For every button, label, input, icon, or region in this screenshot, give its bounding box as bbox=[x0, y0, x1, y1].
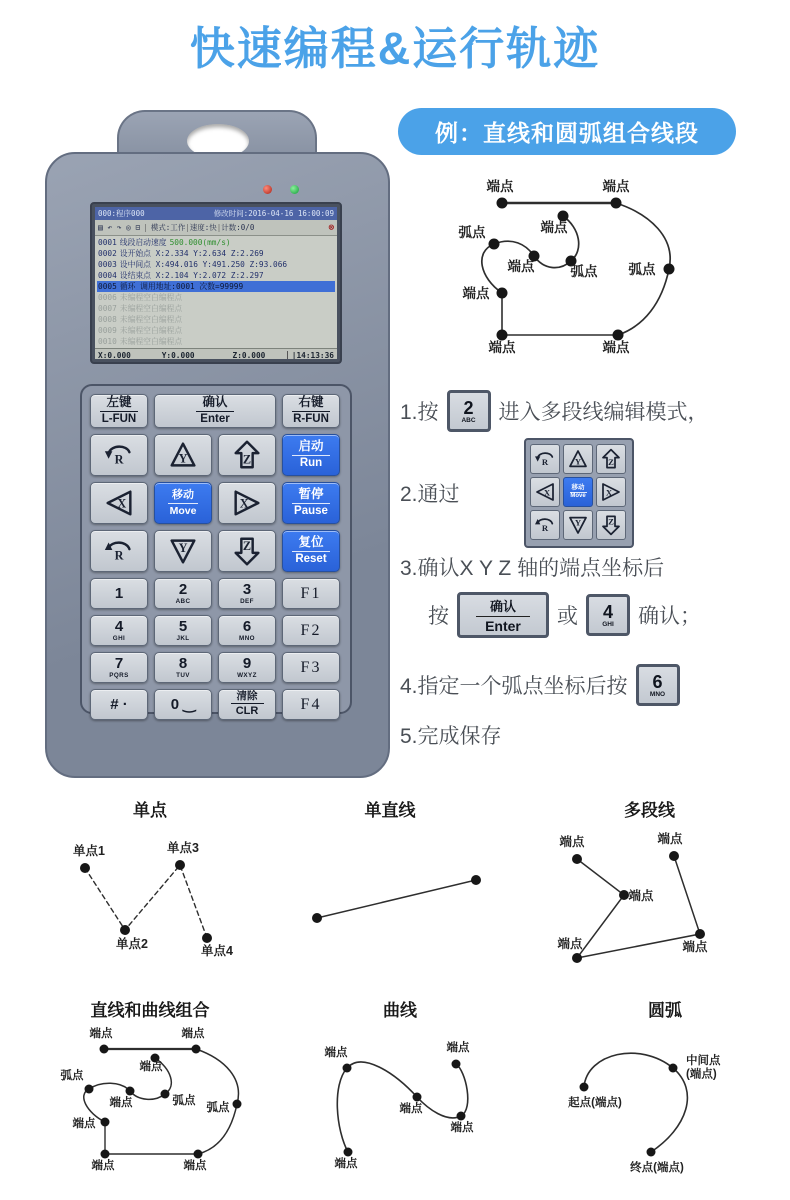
program-line bbox=[97, 325, 335, 336]
single-line-diagram bbox=[280, 823, 500, 978]
point-label: 端点 bbox=[91, 1160, 115, 1172]
point-dot bbox=[101, 1118, 110, 1127]
point-dot bbox=[647, 1148, 656, 1157]
point-label: 单点1 bbox=[73, 844, 105, 858]
key-digit: 6 bbox=[242, 618, 252, 635]
step-3-line1 bbox=[400, 552, 664, 582]
line-text: 循环 调用地址:0001 次数=99999 bbox=[119, 282, 244, 291]
point-dot bbox=[80, 863, 90, 873]
point-label: 端点 bbox=[334, 1158, 358, 1170]
tri-right-icon bbox=[599, 480, 623, 504]
gallery-polyline bbox=[527, 796, 772, 978]
key-6[interactable] bbox=[218, 615, 276, 646]
key-f3[interactable]: F3 bbox=[282, 652, 340, 683]
program-line bbox=[97, 336, 335, 347]
point-dot bbox=[126, 1087, 135, 1096]
point-dot bbox=[572, 854, 582, 864]
key-digit: 1 bbox=[114, 585, 124, 602]
program-name: 000:程序000 bbox=[98, 209, 145, 218]
point-label: 中间点(端点) bbox=[686, 1055, 721, 1081]
mini-y-plus-key bbox=[563, 444, 593, 474]
svg-text:X: X bbox=[239, 496, 249, 511]
point-label: 端点 bbox=[682, 940, 708, 954]
key-letters: DEF bbox=[240, 598, 254, 605]
step-3-press: 按 bbox=[428, 605, 449, 628]
hash-key[interactable] bbox=[90, 689, 148, 720]
key-digit: 5 bbox=[178, 618, 188, 635]
point-dot bbox=[669, 851, 679, 861]
gallery-title: 直线和曲线组合 bbox=[90, 1001, 210, 1020]
enter-key[interactable] bbox=[154, 394, 276, 428]
gallery-line-curve-combo bbox=[25, 996, 275, 1188]
x-minus-key[interactable] bbox=[90, 482, 148, 524]
step-3-text: 3.确认X Y Z 轴的端点坐标后 bbox=[400, 557, 665, 580]
toolbar-separator: | bbox=[143, 223, 148, 232]
step-4-text: 4.指定一个弧点坐标后按 bbox=[400, 675, 628, 698]
line-number: 0008 bbox=[98, 315, 117, 324]
tri-up-icon bbox=[566, 447, 590, 471]
line-curve-combo-diagram bbox=[25, 1023, 275, 1188]
key-label-zh: 暂停 bbox=[292, 487, 329, 503]
key-label-zh: 启动 bbox=[292, 439, 329, 455]
modified-time: 修改时间:2016-04-16 16:00:09 bbox=[213, 209, 334, 218]
program-line bbox=[97, 270, 335, 281]
polyline-diagram bbox=[527, 823, 772, 978]
z-plus-key[interactable] bbox=[218, 434, 276, 476]
program-line bbox=[97, 303, 335, 314]
toolbar-field: 速度:快 bbox=[189, 223, 217, 232]
undo-icon[interactable]: ↶ bbox=[107, 223, 113, 232]
point-dot bbox=[194, 1150, 203, 1159]
svg-text:Z: Z bbox=[608, 457, 614, 467]
point-dot bbox=[452, 1060, 461, 1069]
y-minus-key[interactable] bbox=[154, 530, 212, 572]
tri-down-icon bbox=[566, 513, 590, 537]
key-label-zh: 右键 bbox=[292, 395, 329, 411]
run-key[interactable] bbox=[282, 434, 340, 476]
point-dot bbox=[233, 1100, 242, 1109]
point-dot bbox=[669, 1064, 678, 1073]
point-dot bbox=[175, 860, 185, 870]
line-number: 0010 bbox=[98, 337, 117, 346]
point-dot bbox=[611, 198, 622, 209]
toolbar-separator: | bbox=[185, 223, 190, 232]
mini-z-plus-key bbox=[596, 444, 626, 474]
line-text: 未编程空白编程点 bbox=[119, 315, 183, 324]
diagram-svg bbox=[280, 823, 500, 978]
point-dot bbox=[664, 264, 675, 275]
point-dot bbox=[161, 1090, 170, 1099]
key-f2[interactable]: F2 bbox=[282, 615, 340, 646]
point-label: 弧点 bbox=[60, 1070, 84, 1082]
key-digit: 2 bbox=[178, 581, 188, 598]
tri-down-icon bbox=[166, 534, 200, 568]
key-label-en: Reset bbox=[295, 552, 327, 565]
key-2[interactable] bbox=[154, 578, 212, 609]
point-label: 弧点 bbox=[458, 225, 486, 240]
left-fun-key[interactable] bbox=[90, 394, 148, 428]
key-label-en: Move bbox=[570, 492, 586, 499]
program-line bbox=[97, 259, 335, 270]
mini-rotate-ccw-key bbox=[530, 444, 560, 474]
single-point-diagram bbox=[40, 823, 260, 978]
svg-text:Z: Z bbox=[242, 539, 252, 554]
mini-move-key bbox=[563, 477, 593, 507]
point-label: 端点 bbox=[324, 1047, 348, 1059]
key-4[interactable] bbox=[90, 615, 148, 646]
y-plus-key[interactable] bbox=[154, 434, 212, 476]
key-9[interactable] bbox=[218, 652, 276, 683]
point-label: 终点(端点) bbox=[630, 1162, 684, 1174]
line-text: 设开始点 X:2.334 Y:2.634 Z:2.269 bbox=[119, 249, 264, 258]
program-line bbox=[97, 292, 335, 303]
example-header-label: 例：直线和圆弧组合线段 bbox=[435, 120, 699, 146]
mini-rotate-cw-key bbox=[530, 510, 560, 540]
key-letters: MNO bbox=[239, 635, 255, 642]
line-number: 0005 bbox=[98, 282, 117, 291]
rot-cw-icon bbox=[102, 534, 136, 568]
key-f1[interactable]: F1 bbox=[282, 578, 340, 609]
enter-key-illustration: 确认 Enter bbox=[457, 592, 549, 638]
svg-text:R: R bbox=[541, 457, 549, 467]
z-minus-key[interactable] bbox=[218, 530, 276, 572]
point-label: 端点 bbox=[486, 179, 514, 194]
point-dot bbox=[613, 330, 624, 341]
point-dot bbox=[695, 929, 705, 939]
gallery-title: 单点 bbox=[133, 801, 167, 820]
point-dot bbox=[457, 1112, 466, 1121]
key-digit: 8 bbox=[178, 655, 188, 672]
clear-key[interactable] bbox=[218, 689, 276, 720]
svg-text:Z: Z bbox=[242, 452, 252, 467]
arr-down-icon bbox=[599, 513, 623, 537]
key-label-zh: 移动 bbox=[168, 489, 198, 504]
point-label: 单点2 bbox=[116, 937, 148, 951]
line-text: 线段启动速度 bbox=[119, 238, 167, 247]
point-label: 端点 bbox=[602, 340, 630, 355]
red-led bbox=[263, 185, 272, 194]
arr-up-icon bbox=[230, 438, 264, 472]
mini-z-minus-key bbox=[596, 510, 626, 540]
key-letters: TUV bbox=[176, 672, 190, 679]
curve-diagram bbox=[290, 1023, 510, 1188]
key-label-zh: 复位 bbox=[292, 535, 329, 551]
step-3-confirm: 确认； bbox=[638, 605, 701, 628]
diagram-svg bbox=[40, 823, 260, 978]
step-2-text: 2.通过 bbox=[400, 483, 460, 506]
diagram-svg bbox=[545, 1023, 785, 1188]
point-label: 端点 bbox=[450, 1122, 474, 1134]
svg-text:X: X bbox=[605, 487, 613, 498]
tri-left-icon bbox=[102, 486, 136, 520]
lcd-screen bbox=[90, 202, 342, 364]
tri-right-icon bbox=[230, 486, 264, 520]
gallery-title: 圆弧 bbox=[648, 1001, 682, 1020]
diagram-svg bbox=[290, 1023, 510, 1188]
toolbar-field: 计数:0/0 bbox=[221, 223, 255, 232]
program-line bbox=[97, 248, 335, 259]
rotate-ccw-key[interactable] bbox=[90, 434, 148, 476]
line-text: 未编程空白编程点 bbox=[119, 326, 183, 335]
key-letters: PQRS bbox=[109, 672, 129, 679]
gallery-single-line bbox=[280, 796, 500, 978]
program-line bbox=[97, 314, 335, 325]
arc-diagram bbox=[545, 1023, 785, 1188]
line-text: 设结束点 X:2.104 Y:2.072 Z:2.297 bbox=[119, 271, 264, 280]
diagram-svg bbox=[25, 1023, 275, 1188]
point-dot bbox=[489, 239, 500, 250]
lock-icon[interactable]: ⊟ bbox=[135, 223, 141, 232]
point-label: 端点 bbox=[462, 286, 490, 301]
point-label: 弧点 bbox=[628, 262, 656, 277]
key-letters: ABC bbox=[175, 598, 191, 605]
key-label-en: Enter bbox=[200, 412, 230, 425]
svg-text:R: R bbox=[541, 523, 549, 533]
key-digit: # · bbox=[110, 696, 128, 713]
key-label-en: R-FUN bbox=[293, 412, 329, 425]
line-number: 0003 bbox=[98, 260, 117, 269]
svg-text:Z: Z bbox=[608, 516, 614, 527]
point-label: 端点 bbox=[399, 1103, 423, 1115]
rotate-cw-key[interactable] bbox=[90, 530, 148, 572]
point-dot bbox=[100, 1045, 109, 1054]
zero-key[interactable] bbox=[154, 689, 212, 720]
key-4-illustration: 4 GHI bbox=[586, 594, 630, 636]
svg-text:R: R bbox=[114, 548, 124, 563]
example-header bbox=[398, 108, 736, 155]
line-number: 0002 bbox=[98, 249, 117, 258]
gallery-title: 单直线 bbox=[364, 801, 416, 820]
point-label: 单点4 bbox=[201, 944, 233, 958]
point-dot bbox=[471, 875, 481, 885]
toolbar-separator: | bbox=[216, 223, 222, 232]
step-2 bbox=[400, 478, 460, 508]
point-label: 端点 bbox=[559, 835, 585, 849]
line-text: 设中间点 X:494.016 Y:491.250 Z:93.066 bbox=[119, 260, 288, 269]
arr-down-icon bbox=[230, 534, 264, 568]
point-dot bbox=[497, 288, 508, 299]
trajectory-path bbox=[317, 880, 476, 918]
line-text: 500.000(mm/s) bbox=[169, 238, 231, 247]
svg-text:Y: Y bbox=[574, 517, 582, 528]
key-label-zh: 移动 bbox=[571, 484, 585, 492]
key-digit: 0 ‿ bbox=[170, 696, 196, 713]
key-3[interactable] bbox=[218, 578, 276, 609]
x-plus-key[interactable] bbox=[218, 482, 276, 524]
move-key[interactable] bbox=[154, 482, 212, 524]
point-label: 端点 bbox=[657, 832, 683, 846]
point-dot bbox=[344, 1148, 353, 1157]
key-digit: 7 bbox=[114, 655, 124, 672]
reset-key[interactable] bbox=[282, 530, 340, 572]
mini-keypad-illustration bbox=[524, 438, 634, 548]
step-4 bbox=[400, 664, 680, 706]
svg-text:R: R bbox=[114, 452, 124, 467]
line-number: 0007 bbox=[98, 304, 117, 313]
key-label-en: Run bbox=[299, 456, 323, 469]
point-dot bbox=[192, 1045, 201, 1054]
tri-left-icon bbox=[533, 480, 557, 504]
lcd-statusbar bbox=[95, 348, 337, 359]
point-label: 弧点 bbox=[570, 264, 598, 279]
key-label-en: L-FUN bbox=[101, 412, 137, 425]
point-dot bbox=[202, 933, 212, 943]
key-8[interactable] bbox=[154, 652, 212, 683]
step-5-text: 5.完成保存 bbox=[400, 725, 502, 748]
key-2-illustration: 2 ABC bbox=[447, 390, 491, 432]
gallery-single-point bbox=[40, 796, 260, 978]
mini-y-minus-key bbox=[563, 510, 593, 540]
tri-up-icon bbox=[166, 438, 200, 472]
gallery-title: 多段线 bbox=[624, 801, 675, 820]
mini-x-minus-key bbox=[530, 477, 560, 507]
gallery-curve bbox=[290, 996, 510, 1188]
svg-text:Y: Y bbox=[178, 540, 188, 555]
svg-text:X: X bbox=[543, 487, 551, 498]
gallery-title: 曲线 bbox=[383, 1001, 417, 1020]
gallery-arc bbox=[545, 996, 785, 1188]
page-title: 快速编程&运行轨迹 bbox=[189, 23, 601, 74]
point-dot bbox=[580, 1083, 589, 1092]
key-6-illustration: 6 MNO bbox=[636, 664, 680, 706]
step-1-text: 1.按 bbox=[400, 401, 439, 424]
point-label: 端点 bbox=[602, 179, 630, 194]
point-label: 端点 bbox=[89, 1028, 113, 1040]
key-label-en: Pause bbox=[294, 504, 328, 517]
arr-up-icon bbox=[599, 447, 623, 471]
green-led bbox=[290, 185, 299, 194]
point-label: 端点 bbox=[557, 937, 583, 951]
z-coordinate: Z:0.000 bbox=[232, 351, 266, 359]
line-text: 未编程空白编程点 bbox=[119, 337, 183, 346]
point-label: 起点(端点) bbox=[568, 1097, 622, 1109]
point-label: 弧点 bbox=[206, 1102, 230, 1114]
point-dot bbox=[497, 198, 508, 209]
point-dot bbox=[497, 330, 508, 341]
example-trajectory-diagram bbox=[428, 170, 748, 375]
key-f4[interactable]: F4 bbox=[282, 689, 340, 720]
key-label-zh: 确认 bbox=[196, 395, 233, 411]
line-text: 未编程空白编程点 bbox=[119, 293, 183, 302]
key-label-en: CLR bbox=[235, 705, 259, 718]
step-3-line2 bbox=[428, 592, 701, 638]
point-dot bbox=[312, 913, 322, 923]
point-label: 端点 bbox=[488, 340, 516, 355]
point-label: 端点 bbox=[139, 1061, 163, 1073]
usb-icon: ⊗ bbox=[328, 222, 334, 233]
line-number: 0009 bbox=[98, 326, 117, 335]
point-dot bbox=[120, 925, 130, 935]
point-label: 端点 bbox=[446, 1042, 470, 1054]
point-label: 单点3 bbox=[167, 841, 199, 855]
clock-time: |14:13:36 bbox=[287, 351, 334, 359]
program-line[interactable] bbox=[97, 281, 335, 292]
rot-ccw-icon bbox=[102, 438, 136, 472]
key-letters: GHI bbox=[112, 635, 126, 642]
mini-x-plus-key bbox=[596, 477, 626, 507]
point-dot bbox=[572, 953, 582, 963]
lcd-toolbar bbox=[95, 220, 337, 236]
point-label: 端点 bbox=[507, 259, 535, 274]
key-letters: WXYZ bbox=[237, 672, 257, 679]
right-fun-key[interactable] bbox=[282, 394, 340, 428]
line-text: 未编程空白编程点 bbox=[119, 304, 183, 313]
point-dot bbox=[85, 1085, 94, 1094]
point-label: 端点 bbox=[540, 220, 568, 235]
key-label-zh: 左键 bbox=[100, 395, 137, 411]
point-label: 端点 bbox=[181, 1028, 205, 1040]
program-line bbox=[97, 237, 335, 248]
step-1 bbox=[400, 390, 709, 432]
point-dot bbox=[343, 1064, 352, 1073]
pause-key[interactable] bbox=[282, 482, 340, 524]
x-coordinate: X:0.000 bbox=[98, 351, 131, 359]
step-3-or: 或 bbox=[557, 605, 578, 628]
key-label-en: Move bbox=[169, 504, 197, 517]
point-label: 端点 bbox=[183, 1160, 207, 1172]
point-dot bbox=[101, 1150, 110, 1159]
diagram-svg bbox=[527, 823, 772, 978]
rot-cw-icon bbox=[533, 513, 557, 537]
key-letters: JKL bbox=[176, 635, 190, 642]
teach-pendant-device bbox=[45, 110, 390, 778]
step-5 bbox=[400, 720, 502, 750]
point-label: 端点 bbox=[72, 1118, 96, 1130]
key-digit: 4 bbox=[114, 618, 124, 635]
lcd-titlebar bbox=[95, 207, 337, 220]
point-label: 端点 bbox=[628, 889, 654, 903]
rot-ccw-icon bbox=[533, 447, 557, 471]
y-coordinate: Y:0.000 bbox=[161, 351, 195, 359]
key-7[interactable] bbox=[90, 652, 148, 683]
key-digit: 9 bbox=[242, 655, 252, 672]
zoom-icon[interactable]: ◎ bbox=[126, 223, 131, 232]
toolbar-field: 模式:工作 bbox=[150, 223, 186, 232]
line-number: 0001 bbox=[98, 238, 117, 247]
svg-text:Y: Y bbox=[178, 451, 188, 466]
point-label: 端点 bbox=[109, 1097, 133, 1109]
keypad bbox=[80, 384, 352, 718]
point-label: 弧点 bbox=[172, 1095, 196, 1107]
key-1[interactable] bbox=[90, 578, 148, 609]
program-line-list bbox=[95, 236, 337, 348]
line-number: 0004 bbox=[98, 271, 117, 280]
line-number: 0006 bbox=[98, 293, 117, 302]
folder-open-icon[interactable]: ▤ bbox=[98, 223, 103, 232]
svg-text:X: X bbox=[117, 496, 127, 511]
key-5[interactable] bbox=[154, 615, 212, 646]
key-label-zh: 清除 bbox=[231, 690, 264, 704]
step-1-text-after: 进入多段线编辑模式， bbox=[498, 401, 709, 424]
lcd-display bbox=[95, 207, 337, 359]
trajectory-path bbox=[85, 865, 207, 938]
key-digit: 3 bbox=[242, 581, 252, 598]
redo-icon[interactable]: ↷ bbox=[116, 223, 122, 232]
svg-text:Y: Y bbox=[574, 456, 582, 467]
diagram-svg bbox=[428, 170, 748, 375]
point-dot bbox=[413, 1093, 422, 1102]
